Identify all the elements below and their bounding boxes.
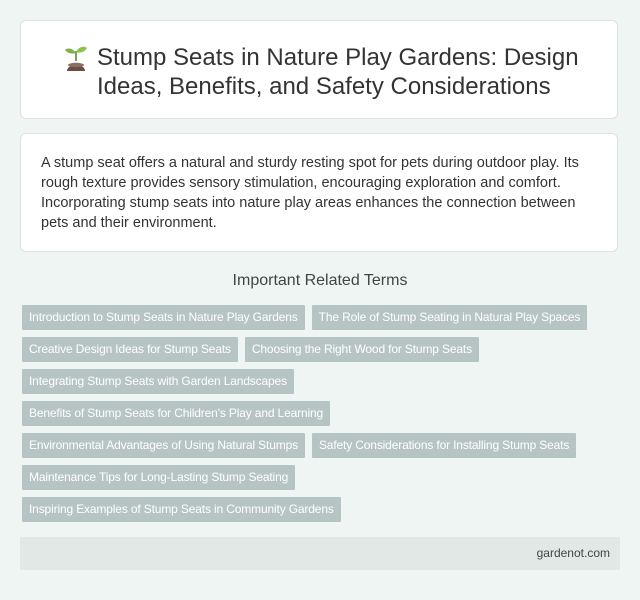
tag-row [22, 465, 622, 490]
related-term-tag[interactable]: Environmental Advantages of Using Natural Stumps [22, 433, 305, 458]
title-card [20, 20, 618, 119]
related-term-tag[interactable]: Introduction to Stump Seats in Nature Play Gardens [22, 305, 305, 330]
related-term-tag[interactable]: Safety Considerations for Installing Stump Seats [312, 433, 576, 458]
summary-text: A stump seat offers a natural and sturdy resting spot for pets during outdoor play. Its rough texture provides sensory stimulation, encouraging exploration and comfort. Incorporating stump seats into nature play areas enhances the connection between pets and their environment. [41, 155, 579, 231]
related-terms-heading: Important Related Terms [232, 272, 408, 289]
tag-row [22, 497, 622, 522]
tag-row [22, 337, 622, 362]
related-term-tag[interactable]: The Role of Stump Seating in Natural Play Spaces [312, 305, 588, 330]
site-name[interactable]: gardenot.com [536, 546, 610, 560]
related-term-tag[interactable]: Maintenance Tips for Long-Lasting Stump Seating [22, 465, 295, 490]
tag-row [22, 369, 622, 394]
tag-row [22, 401, 622, 426]
summary-card [20, 133, 618, 252]
related-term-tag[interactable]: Creative Design Ideas for Stump Seats [22, 337, 238, 362]
related-term-tag[interactable]: Inspiring Examples of Stump Seats in Community Gardens [22, 497, 341, 522]
tag-row [22, 433, 622, 458]
footer [20, 537, 620, 570]
seedling-icon [63, 45, 89, 73]
related-terms-list [22, 305, 622, 529]
tag-row [22, 305, 622, 330]
related-term-tag[interactable]: Benefits of Stump Seats for Children's Play and Learning [22, 401, 330, 426]
page-title [21, 21, 617, 101]
page-title-text: Stump Seats in Nature Play Gardens: Design Ideas, Benefits, and Safety Considerations [97, 44, 579, 100]
related-term-tag[interactable]: Choosing the Right Wood for Stump Seats [245, 337, 479, 362]
related-term-tag[interactable]: Integrating Stump Seats with Garden Landscapes [22, 369, 294, 394]
